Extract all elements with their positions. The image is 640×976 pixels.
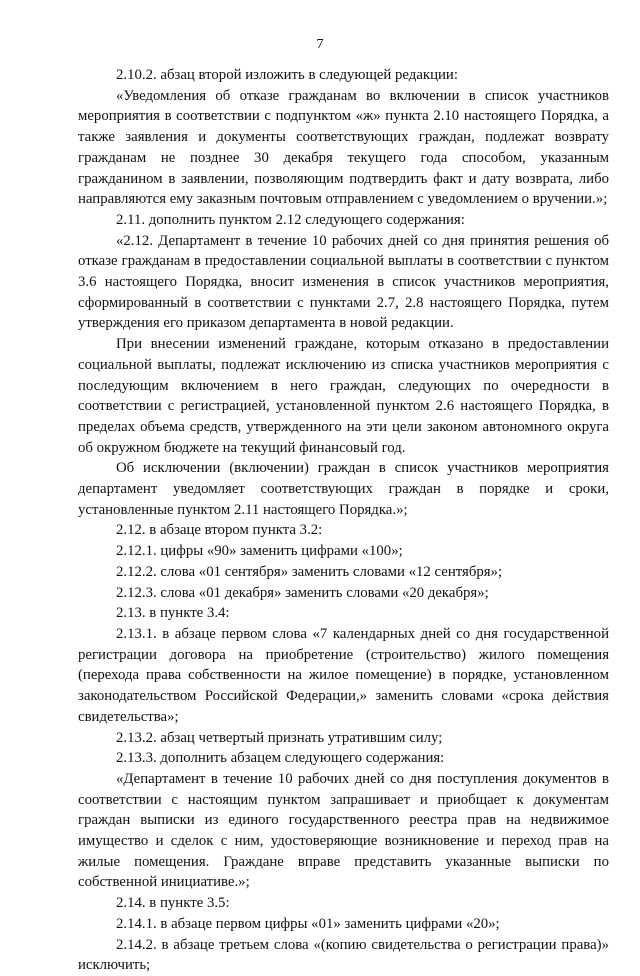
- paragraph: 2.14.1. в абзаце первом цифры «01» заменить цифрами «20»;: [116, 915, 500, 932]
- paragraph: 2.13.1. в абзаце первом слова «7 календарных дней со дня государственной регистрации договора на приобретение (строительство) жилого помещения (перехода права собственности на жилое помещение) в порядке, установленном законодательством Российской Федерации,» заменить словами «срока действия свидетельства»;: [78, 625, 609, 725]
- paragraph: 2.13.2. абзац четвертый признать утратившим силу;: [116, 729, 443, 746]
- paragraph: При внесении изменений граждане, которым отказано в предоставлении социальной выплаты, подлежат исключению из списка участников мероприятия с последующим включением в него граждан, следующих по очередности в соответствии с регистрацией, установленной пунктом 2.6 настоящего Порядка, в пределах объема средств, утвержденного на эти цели законом автономного округа об окружном бюджете на текущий финансовый год.: [78, 336, 609, 456]
- paragraph: 2.14. в пункте 3.5:: [116, 895, 230, 912]
- paragraph: 2.12.3. слова «01 декабря» заменить словами «20 декабря»;: [116, 584, 489, 601]
- paragraph: Об исключении (включении) граждан в список участников мероприятия департамент уведомляет соответствующих граждан в порядке и сроки, установленные пунктом 2.11 настоящего Порядка.»;: [78, 460, 609, 518]
- paragraph: «Департамент в течение 10 рабочих дней со дня поступления документов в соответствии с настоящим пунктом запрашивает и приобщает к документам граждан выписки из единого государственного реестра прав на недвижимое имущество и сделок с ним, удостоверяющие возникновение и переход прав на жилые помещения. Граждане вправе представить указанные выписки по собственной инициативе.»;: [78, 770, 609, 891]
- document-body: [78, 65, 609, 976]
- paragraph: 2.12.1. цифры «90» заменить цифрами «100»;: [116, 543, 403, 560]
- paragraph: «Уведомления об отказе гражданам во включении в список участников мероприятия в соответствии с подпунктом «ж» пункта 2.10 настоящего Порядка, а также заявления и документы соответствующих граждан, подлежат возврату гражданам не позднее 30 декабря текущего года способом, указанным гражданином в заявлении, позволяющим подтвердить факт и дату возврата, либо направляются ему заказным почтовым отправлением с уведомлением о вручении.»;: [78, 87, 609, 208]
- paragraph: 2.14.2. в абзаце третьем слова «(копию свидетельства о регистрации права)» исключить;: [78, 936, 609, 974]
- paragraph: 2.12.2. слова «01 сентября» заменить словами «12 сентября»;: [116, 563, 503, 580]
- paragraph: 2.12. в абзаце втором пункта 3.2:: [116, 522, 323, 539]
- page-number: 7: [316, 37, 324, 52]
- paragraph: 2.13. в пункте 3.4:: [116, 605, 230, 622]
- paragraph: 2.11. дополнить пунктом 2.12 следующего содержания:: [116, 211, 465, 228]
- paragraph: 2.13.3. дополнить абзацем следующего содержания:: [116, 750, 445, 767]
- paragraph: «2.12. Департамент в течение 10 рабочих дней со дня принятия решения об отказе гражданам в предоставлении социальной выплаты в соответствии с пунктом 3.6 настоящего Порядка, вносит изменения в список участников мероприятия, сформированный в соответствии с пунктами 2.7, 2.8 настоящего Порядка, путем утверждения его приказом департамента в новой редакции.: [78, 232, 609, 332]
- paragraph: 2.10.2. абзац второй изложить в следующей редакции:: [116, 67, 458, 83]
